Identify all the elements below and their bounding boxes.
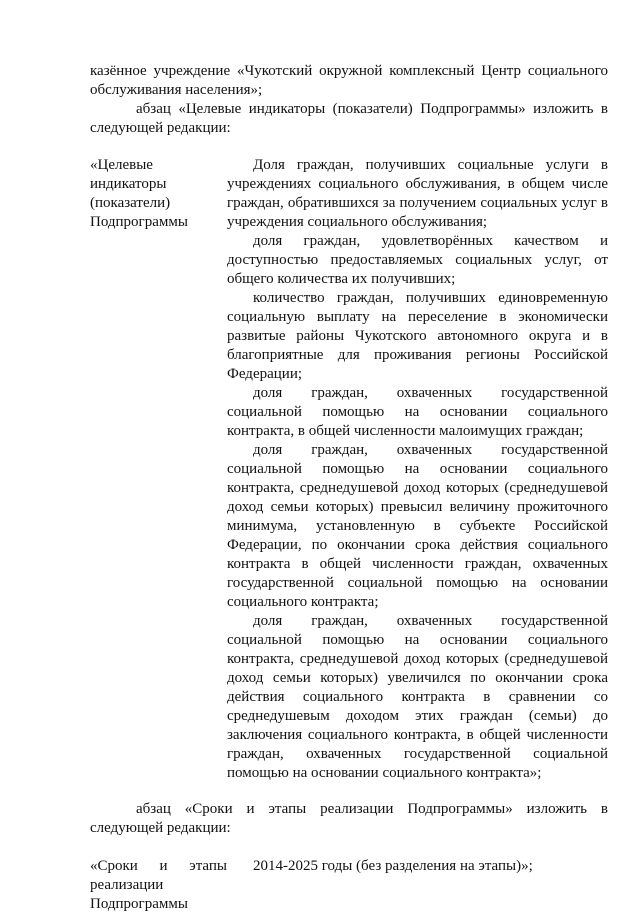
- paragraph-indicators-instruction: абзац «Целевые индикаторы (показатели) Подпрограммы» изложить в следующей редакции:: [90, 101, 608, 136]
- indicator-item: количество граждан, получивших единовременную социальную выплату на переселение в экономически развитые районы Чукотского автономного округа и в благоприятные для проживания регионы Российской Федерации;: [227, 290, 608, 382]
- indicator-item: доля граждан, охваченных государственной социальной помощью на основании социального контракта, в общей численности малоимущих граждан;: [227, 385, 608, 439]
- terms-value: 2014-2025 годы (без разделения на этапы)»;: [253, 858, 533, 874]
- indicators-row: [90, 156, 608, 783]
- document-page: [90, 62, 608, 914]
- intro-text: казённое учреждение «Чукотский окружной комплексный Центр социального обслуживания населения»;: [90, 63, 608, 98]
- indicator-item: доля граждан, охваченных государственной социальной помощью на основании социального контракта, среднедушевой доход которых (среднедушевой доход семьи которых) превысил величину прожиточного минимума, установленную в субъекте Российской Федерации, по окончании срока действия социального контракта в общей численности граждан, охваченных государственной социальной помощью на основании социального контракта;: [227, 442, 608, 610]
- indicator-item: доля граждан, удовлетворённых качеством и доступностью предоставляемых социальных услуг, от общего количества их получивших;: [227, 233, 608, 287]
- indicators-list: [227, 156, 608, 783]
- terms-label: «Сроки и этапы реализации Подпрограммы: [90, 858, 227, 912]
- paragraph-terms-instruction: абзац «Сроки и этапы реализации Подпрограммы» изложить в следующей редакции:: [90, 801, 608, 836]
- indicator-item: Доля граждан, получивших социальные услуги в учреждениях социального обслуживания, в общем числе граждан, обратившихся за получением социальных услуг в учреждения социального обслуживания;: [227, 157, 608, 230]
- indicators-label: «Целевые индикаторы (показатели) Подпрограммы: [90, 157, 188, 230]
- terms-row: [90, 857, 608, 914]
- indicator-item: доля граждан, охваченных государственной социальной помощью на основании социального контракта, среднедушевой доход которых (среднедушевой доход семьи которых) увеличился по окончании срока действия социального контракта в сравнении со среднедушевым доходом этих граждан (семьи) до заключения социального контракта, в общей численности граждан, охваченных государственной социальной помощью на основании социального контракта»;: [227, 613, 608, 781]
